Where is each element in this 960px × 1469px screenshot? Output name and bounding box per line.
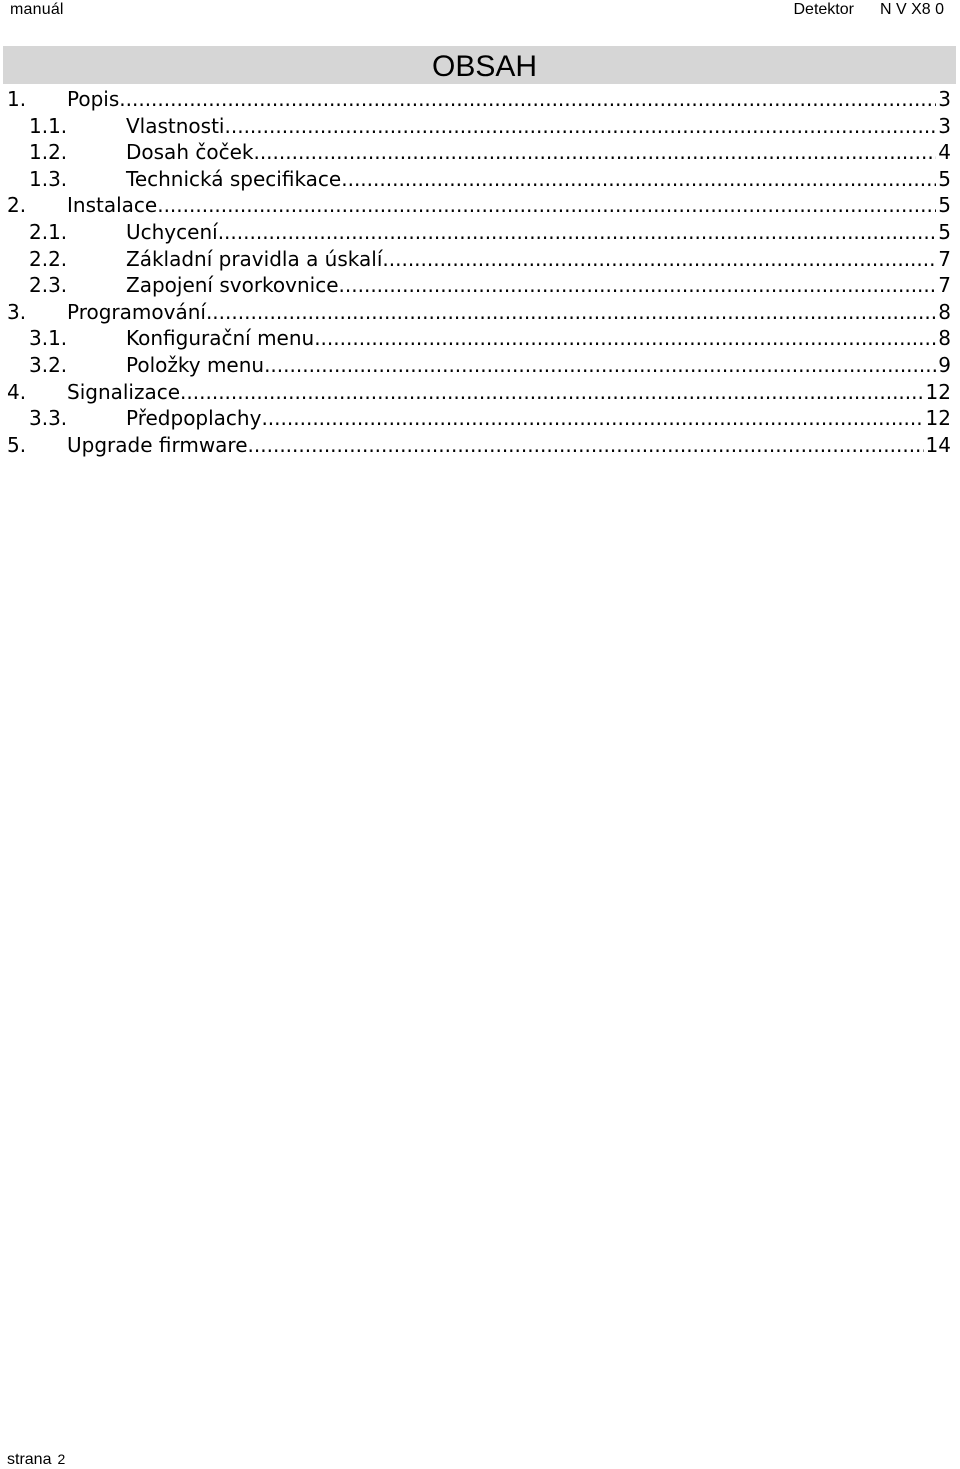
toc-entry-label[interactable]: Konfigurační menu (126, 326, 315, 351)
toc-entry-number: 1.3. (29, 166, 68, 191)
toc-entry[interactable] (7, 246, 951, 273)
toc-entry-page: 7 (938, 246, 951, 271)
toc-entry-number: 1. (7, 87, 27, 111)
footer-label: strana (7, 1451, 52, 1468)
toc-entry[interactable] (7, 325, 951, 352)
toc-leader-dots (339, 272, 937, 299)
toc-entry-label[interactable]: Signalizace (67, 379, 181, 404)
toc-entry-page: 5 (938, 166, 951, 191)
footer-page-number: 2 (57, 1451, 66, 1467)
toc-entry-page: 14 (925, 432, 951, 457)
toc-entry-label[interactable]: Popis (67, 87, 120, 111)
toc-entry-number: 1.1. (29, 113, 68, 138)
toc-leader-dots (225, 113, 937, 140)
toc-entry-label[interactable]: Zapojení svorkovnice (126, 273, 339, 298)
toc-entry-label[interactable]: Programování (67, 299, 206, 324)
toc-leader-dots (261, 405, 923, 432)
toc-leader-dots (206, 299, 936, 326)
toc-entry[interactable] (7, 405, 951, 432)
toc-leader-dots (218, 219, 937, 246)
table-of-contents (7, 86, 951, 458)
toc-entry[interactable] (7, 299, 951, 326)
toc-entry-page: 8 (938, 326, 951, 351)
toc-entry-page: 9 (938, 352, 951, 377)
toc-entry-label[interactable]: Technická specifikace (126, 166, 342, 191)
toc-entry-label[interactable]: Vlastnosti (126, 113, 225, 138)
toc-entry[interactable] (7, 219, 951, 246)
toc-entry-page: 12 (925, 406, 951, 431)
toc-entry[interactable] (7, 432, 951, 459)
toc-entry-number: 3.1. (29, 326, 68, 351)
toc-entry-page: 5 (938, 193, 951, 218)
header-product (794, 1, 945, 19)
toc-entry[interactable] (7, 139, 951, 166)
page-footer (7, 1451, 65, 1469)
toc-entry-label[interactable]: Základní pravidla a úskalí (126, 246, 383, 271)
toc-entry-label[interactable]: Dosah čoček (126, 140, 254, 165)
toc-leader-dots (157, 192, 936, 219)
doc-type-label: Detektor (793, 1, 854, 18)
toc-entry-page: 3 (938, 87, 951, 111)
toc-entry-page: 4 (938, 140, 951, 165)
toc-entry-number: 1.2. (29, 140, 68, 165)
toc-entry-number: 5. (7, 432, 27, 457)
toc-entry[interactable] (7, 113, 951, 140)
toc-entry-number: 3.2. (29, 352, 68, 377)
toc-leader-dots (314, 325, 936, 352)
toc-entry-page: 3 (938, 113, 951, 138)
toc-leader-dots (119, 86, 936, 113)
toc-leader-dots (248, 432, 924, 459)
toc-entry-label[interactable]: Předpoplachy (126, 406, 262, 431)
toc-entry[interactable] (7, 192, 951, 219)
toc-entry-label[interactable]: Položky menu (126, 352, 265, 377)
model-label: N V X8 0 (879, 1, 944, 18)
toc-entry[interactable] (7, 86, 951, 113)
toc-entry[interactable] (7, 166, 951, 193)
toc-entry[interactable] (7, 352, 951, 379)
toc-entry-label[interactable]: Instalace (67, 193, 158, 218)
toc-entry-page: 5 (938, 219, 951, 244)
toc-entry-number: 3. (7, 299, 27, 324)
toc-leader-dots (253, 139, 936, 166)
toc-entry-page: 7 (938, 273, 951, 298)
toc-entry-number: 2.2. (29, 246, 68, 271)
toc-entry-label[interactable]: Upgrade firmware (67, 432, 248, 457)
toc-leader-dots (341, 166, 936, 193)
toc-leader-dots (382, 246, 936, 273)
toc-entry-number: 2.3. (29, 273, 68, 298)
toc-leader-dots (180, 379, 924, 406)
toc-leader-dots (264, 352, 936, 379)
toc-entry-number: 2.1. (29, 219, 68, 244)
toc-entry[interactable] (7, 272, 951, 299)
toc-entry-number: 2. (7, 193, 27, 218)
toc-entry-number: 4. (7, 379, 27, 404)
toc-title-bar (3, 46, 956, 84)
toc-entry-label[interactable]: Uchycení (126, 219, 218, 244)
toc-entry-number: 3.3. (29, 406, 68, 431)
toc-entry-page: 8 (938, 299, 951, 324)
manual-label: manuál (10, 1, 64, 18)
toc-title: OBSAH (431, 50, 538, 83)
toc-entry-page: 12 (925, 379, 951, 404)
toc-entry[interactable] (7, 379, 951, 406)
